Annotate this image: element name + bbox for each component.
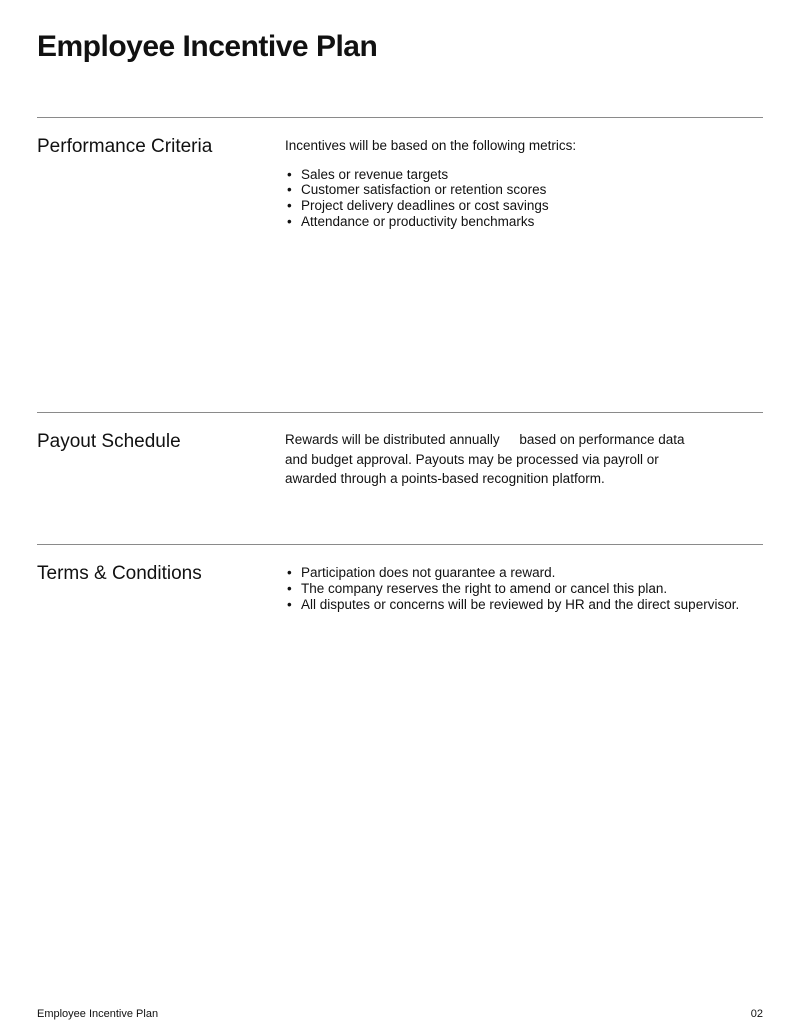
section-divider-performance — [37, 117, 763, 118]
list-item: • The company reserves the right to amend or cancel this plan. — [285, 581, 763, 597]
payout-schedule-body — [285, 430, 695, 489]
list-item: • Sales or revenue targets — [285, 167, 763, 183]
terms-list — [285, 565, 763, 612]
list-item: • Participation does not guarantee a reward. — [285, 565, 763, 581]
payout-schedule-heading: Payout Schedule — [37, 431, 181, 452]
section-divider-payout — [37, 412, 763, 413]
list-item: • All disputes or concerns will be reviewed by HR and the direct supervisor. — [285, 597, 763, 613]
terms-conditions-heading: Terms & Conditions — [37, 563, 202, 584]
payout-frequency-field: annually — [449, 432, 500, 447]
terms-conditions-body — [285, 565, 763, 612]
payout-paragraph — [285, 430, 695, 489]
performance-criteria-body — [285, 136, 763, 230]
footer-page-number: 02 — [750, 1008, 763, 1020]
performance-metrics-list — [285, 167, 763, 230]
payout-text-after: based on performance data and budget approval. Payouts may be processed via payroll or awarded through a points-based recognition platform. — [285, 432, 685, 486]
page-title: Employee Incentive Plan — [37, 30, 378, 63]
list-item: • Project delivery deadlines or cost savings — [285, 198, 763, 214]
footer-document-label: Employee Incentive Plan — [37, 1008, 159, 1020]
list-item: • Attendance or productivity benchmarks — [285, 214, 763, 230]
list-item: • Customer satisfaction or retention scores — [285, 182, 763, 198]
performance-criteria-heading: Performance Criteria — [37, 136, 213, 157]
section-divider-terms — [37, 544, 763, 545]
performance-intro: Incentives will be based on the following metrics: — [285, 138, 577, 153]
payout-text-before: Rewards will be distributed — [285, 432, 450, 447]
